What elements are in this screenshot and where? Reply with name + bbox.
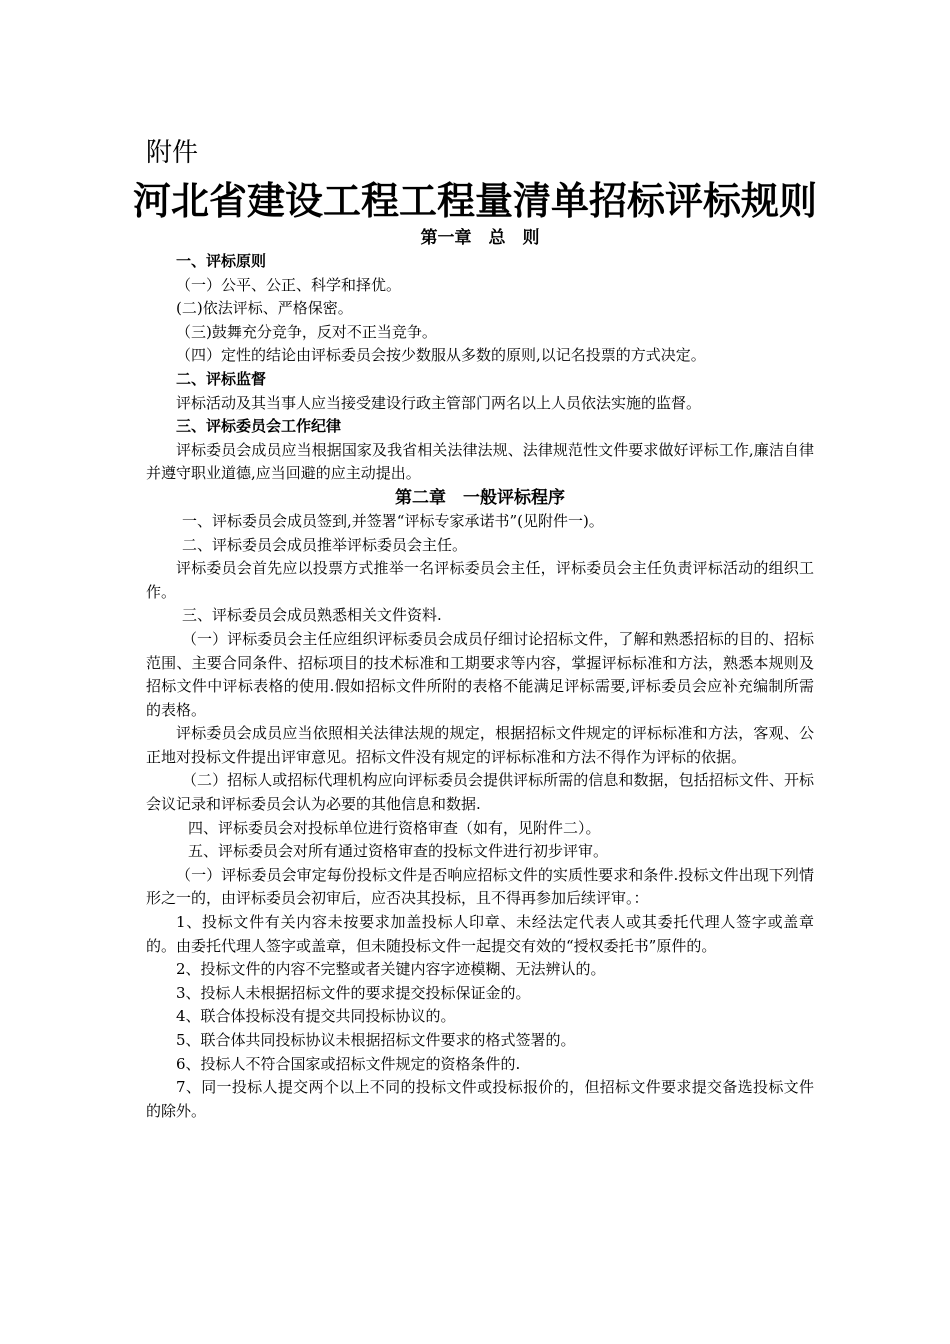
paragraph: 评标委员会成员应当依照相关法律法规的规定，根据招标文件规定的评标标准和方法，客观、公正地对投标文件提出评审意见。招标文件没有规定的评标标准和方法不得作为评标的依据。: [146, 724, 814, 766]
paragraph: 评标委员会成员应当根据国家及我省相关法律法规、法律规范性文件要求做好评标工作,廉洁自律并遵守职业道德,应当回避的应主动提出。: [146, 440, 814, 483]
paragraph: (二)依法评标、严格保密。: [176, 299, 353, 318]
paragraph: （一）评标委员会主任应组织评标委员会成员仔细讨论招标文件，了解和熟悉招标的目的、招标范围、主要合同条件、招标项目的技术标准和工期要求等内容，掌握评标标准和方法，熟悉本规则及招标文件中评标表格的使用.假如招标文件所附的表格不能满足评标需要,评标委员会应补充编制所需的表格。: [146, 629, 814, 719]
attachment-label: 附件: [146, 138, 199, 168]
paragraph: （一）评标委员会审定每份投标文件是否响应招标文件的实质性要求和条件.投标文件出现下列情形之一的，由评标委员会初审后，应否决其投标，且不得再参加后续评审。：: [146, 865, 814, 908]
section-heading-supervision: 二、评标监督: [176, 369, 267, 388]
paragraph: （一）公平、公正、科学和择优。: [176, 275, 402, 294]
list-item: 3、投标人未根据招标文件的要求提交投标保证金的。: [176, 983, 531, 1002]
document-title: 河北省建设工程工程量清单招标评标规则: [132, 178, 817, 223]
list-item: 1、投标文件有关内容未按要求加盖投标人印章、未经法定代表人或其委托代理人签字或盖章的。由委托代理人签字或盖章，但未随投标文件一起提交有效的“授权委托书”原件的。: [146, 913, 814, 955]
list-item: 6、投标人不符合国家或招标文件规定的资格条件的.: [176, 1054, 521, 1073]
paragraph: 一、评标委员会成员签到,并签署“评标专家承诺书”(见附件一)。: [182, 511, 604, 530]
paragraph: （三)鼓舞充分竞争，反对不正当竞争。: [176, 322, 437, 341]
paragraph: 评标活动及其当事人应当接受建设行政主管部门两名以上人员依法实施的监督。: [176, 393, 702, 412]
paragraph: （二）招标人或招标代理机构应向评标委员会提供评标所需的信息和数据，包括招标文件、开标会议记录和评标委员会认为必要的其他信息和数据.: [146, 771, 814, 814]
section-heading-principles: 一、评标原则: [176, 252, 267, 270]
list-item: 4、联合体投标没有提交共同投标协议的。: [176, 1007, 456, 1026]
chapter-1-title: 第一章 总 则: [420, 228, 540, 248]
paragraph: （四）定性的结论由评标委员会按少数服从多数的原则,以记名投票的方式决定。: [176, 346, 706, 365]
chapter-2-title: 第二章 一般评标程序: [395, 487, 565, 508]
list-item: 7、同一投标人提交两个以上不同的投标文件或投标报价的，但招标文件要求提交备选投标文件的除外。: [146, 1078, 814, 1120]
paragraph: 五、评标委员会对所有通过资格审查的投标文件进行初步评审。: [188, 842, 609, 861]
paragraph: 四、评标委员会对投标单位进行资格审查（如有，见附件二）。: [188, 818, 601, 837]
list-item: 5、联合体共同投标协议未根据招标文件要求的格式签署的。: [176, 1031, 576, 1049]
paragraph: 二、评标委员会成员推举评标委员会主任。: [182, 535, 468, 554]
paragraph: 三、评标委员会成员熟悉相关文件资料.: [182, 606, 442, 625]
document-body: [146, 226, 814, 1123]
section-heading-discipline: 三、评标委员会工作纪律: [176, 417, 342, 436]
paragraph: 评标委员会首先应以投票方式推举一名评标委员会主任，评标委员会主任负责评标活动的组织工作。: [146, 559, 814, 601]
list-item: 2、投标文件的内容不完整或者关键内容字迹模糊、无法辨认的。: [176, 960, 606, 979]
